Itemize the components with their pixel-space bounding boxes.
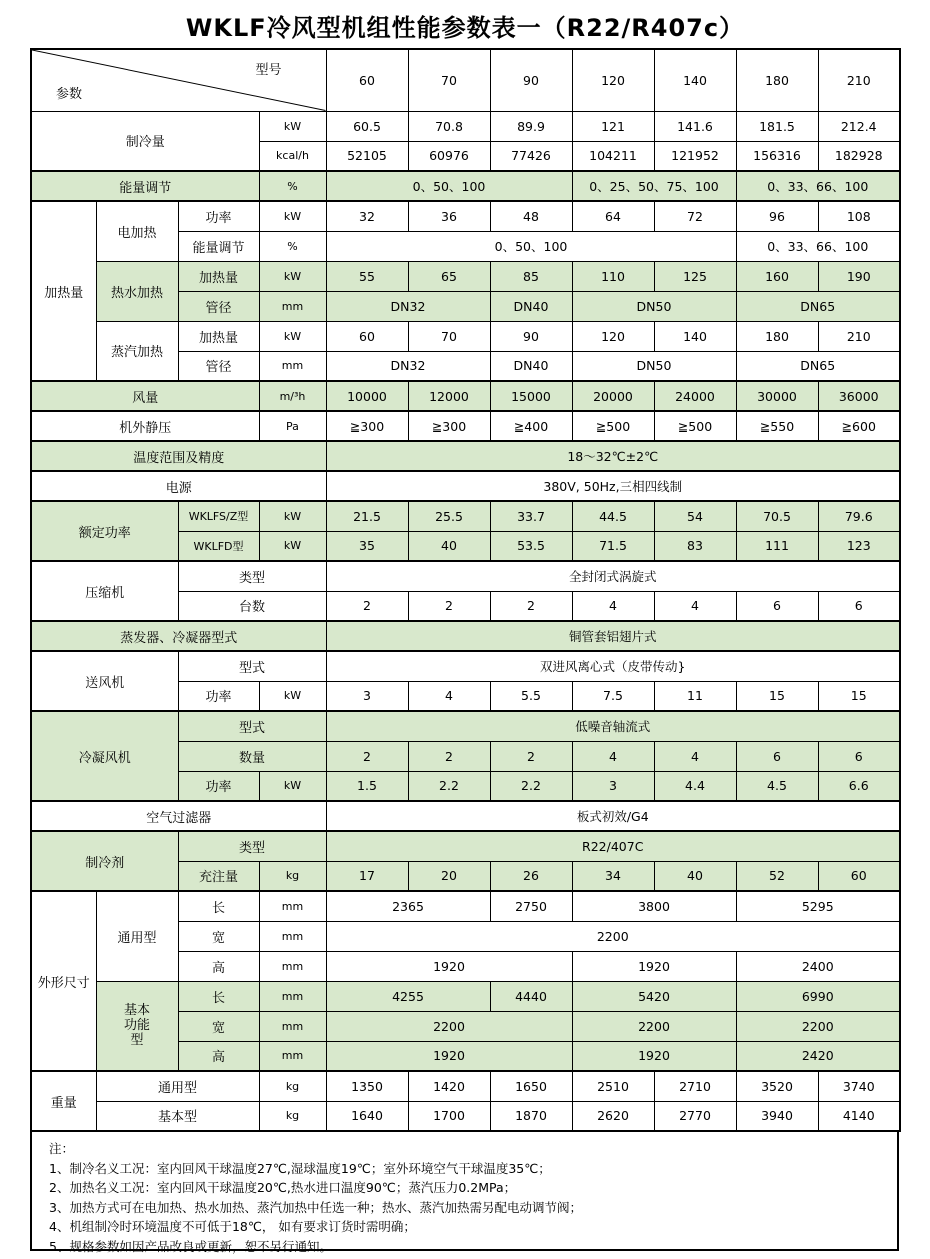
row-label-dims-basic (96, 981, 178, 1071)
value-cell: 2 (490, 741, 572, 771)
spec-table (30, 48, 901, 1132)
value-cell: 85 (490, 261, 572, 291)
unit-cell: % (259, 171, 326, 201)
value-cell: 2.2 (490, 771, 572, 801)
value-cell: 2 (408, 741, 490, 771)
row-label-compressor-count: 台数 (178, 591, 326, 621)
row-label-compressor: 压缩机 (31, 561, 178, 621)
value-cell: 79.6 (818, 501, 900, 531)
value-cell: 2 (326, 741, 408, 771)
value-cell: 60 (818, 861, 900, 891)
unit-cell: mm (259, 291, 326, 321)
value-cell: ≧400 (490, 411, 572, 441)
row-label-compressor-type: 类型 (178, 561, 326, 591)
row-label-weight-general: 通用型 (96, 1071, 259, 1101)
value-cell: 4 (654, 741, 736, 771)
unit-cell: mm (259, 1011, 326, 1041)
row-label-heating: 加热量 (31, 201, 96, 381)
value-cell: 2200 (326, 921, 900, 951)
row-label-dimensions: 外形尺寸 (31, 891, 96, 1071)
weight-basic-row (31, 1101, 900, 1131)
dims-basic-label-text: 基本功能型 (123, 1003, 150, 1049)
note-item: 1、制冷名义工况：室内回风干球温度27℃,湿球温度19℃；室外环境空气干球温度35℃； (49, 1160, 551, 1176)
value-cell: 2 (326, 591, 408, 621)
refrigerant-type-row (31, 831, 900, 861)
spec-table-container (30, 48, 899, 1132)
value-cell: 53.5 (490, 531, 572, 561)
value-cell: 120 (572, 321, 654, 351)
row-label-air-filter: 空气过滤器 (31, 801, 326, 831)
value-cell: 5.5 (490, 681, 572, 711)
value-cell: DN40 (490, 291, 572, 321)
unit-cell: % (259, 231, 326, 261)
value-cell: 4440 (490, 981, 572, 1011)
row-label-energy-adjust: 能量调节 (31, 171, 259, 201)
unit-cell: mm (259, 1041, 326, 1071)
value-cell: 40 (408, 531, 490, 561)
value-cell: 72 (654, 201, 736, 231)
value-cell: 6 (736, 741, 818, 771)
value-cell: 1.5 (326, 771, 408, 801)
value-cell: ≧500 (654, 411, 736, 441)
row-label-length: 长 (178, 891, 259, 921)
row-label-static-pressure: 机外静压 (31, 411, 259, 441)
page-title: WKLF冷风型机组性能参数表一（R22/R407c） (185, 14, 745, 42)
value-cell: 190 (818, 261, 900, 291)
value-cell: 4.4 (654, 771, 736, 801)
value-cell: 2770 (654, 1101, 736, 1131)
value-cell: 121 (572, 111, 654, 141)
value-cell: 4140 (818, 1101, 900, 1131)
unit-cell: mm (259, 921, 326, 951)
value-cell: 铜管套铝翅片式 (326, 621, 900, 651)
value-cell: R22/407C (326, 831, 900, 861)
value-cell: 34 (572, 861, 654, 891)
supply-fan-type-row (31, 651, 900, 681)
value-cell: 110 (572, 261, 654, 291)
value-cell: 10000 (326, 381, 408, 411)
row-label-dims-general: 通用型 (96, 891, 178, 981)
value-cell: 低噪音轴流式 (326, 711, 900, 741)
model-header-cell: 120 (572, 49, 654, 111)
value-cell: 15 (818, 681, 900, 711)
value-cell: 1420 (408, 1071, 490, 1101)
model-header-cell: 60 (326, 49, 408, 111)
value-cell: 210 (818, 321, 900, 351)
value-cell: 2 (408, 591, 490, 621)
value-cell: 6 (818, 591, 900, 621)
dims-basic-length-row (31, 981, 900, 1011)
energy-adjust-row (31, 171, 900, 201)
value-cell: 30000 (736, 381, 818, 411)
unit-cell: kcal/h (259, 141, 326, 171)
value-cell: 18～32℃±2℃ (326, 441, 900, 471)
value-cell: 2510 (572, 1071, 654, 1101)
value-cell: ≧600 (818, 411, 900, 441)
value-cell: 1350 (326, 1071, 408, 1101)
value-cell: 7.5 (572, 681, 654, 711)
value-cell: 2.2 (408, 771, 490, 801)
value-cell: 60.5 (326, 111, 408, 141)
value-cell: 2 (490, 591, 572, 621)
value-cell: 33.7 (490, 501, 572, 531)
value-cell: 2400 (736, 951, 900, 981)
value-cell: 3800 (572, 891, 736, 921)
value-cell: 96 (736, 201, 818, 231)
value-cell: 全封闭式涡旋式 (326, 561, 900, 591)
value-cell: 52 (736, 861, 818, 891)
row-label-weight: 重量 (31, 1071, 96, 1131)
unit-cell: mm (259, 351, 326, 381)
row-label-steam-pipe: 管径 (178, 351, 259, 381)
value-cell: ≧550 (736, 411, 818, 441)
value-cell: 4 (572, 591, 654, 621)
power-supply-row (31, 471, 900, 501)
value-cell: 60976 (408, 141, 490, 171)
value-cell: 2620 (572, 1101, 654, 1131)
row-label-electric-adjust: 能量调节 (178, 231, 259, 261)
electric-power-row (31, 201, 900, 231)
value-cell: 52105 (326, 141, 408, 171)
value-cell: 90 (490, 321, 572, 351)
model-header-cell: 210 (818, 49, 900, 111)
row-label-refrigerant-type: 类型 (178, 831, 326, 861)
row-label-height: 高 (178, 951, 259, 981)
value-cell: 83 (654, 531, 736, 561)
row-label-wklfd: WKLFD型 (178, 531, 259, 561)
value-cell: 70.5 (736, 501, 818, 531)
value-cell: DN65 (736, 291, 900, 321)
value-cell: 20000 (572, 381, 654, 411)
value-cell: 11 (654, 681, 736, 711)
hotwater-capacity-row (31, 261, 900, 291)
row-label-refrigerant: 制冷剂 (31, 831, 178, 891)
param-axis-label: 参数 (56, 86, 83, 102)
value-cell: 55 (326, 261, 408, 291)
value-cell: DN32 (326, 351, 490, 381)
note-item: 4、机组制冷时环境温度不可低于18℃， 如有要求订货时需明确； (49, 1219, 416, 1234)
value-cell: 1920 (326, 951, 572, 981)
rated-power-wklfsz-row (31, 501, 900, 531)
value-cell: 1650 (490, 1071, 572, 1101)
row-label-condenser-fan-power: 功率 (178, 771, 259, 801)
value-cell: 156316 (736, 141, 818, 171)
value-cell: 2710 (654, 1071, 736, 1101)
value-cell: 64 (572, 201, 654, 231)
value-cell: 54 (654, 501, 736, 531)
model-header-cell: 180 (736, 49, 818, 111)
value-cell: 2200 (326, 1011, 572, 1041)
unit-cell: kW (259, 111, 326, 141)
value-cell: 0、25、50、75、100 (572, 171, 736, 201)
value-cell: 2200 (572, 1011, 736, 1041)
row-label-wklfsz: WKLFS/Z型 (178, 501, 259, 531)
value-cell: 6 (818, 741, 900, 771)
row-label-width: 宽 (178, 921, 259, 951)
value-cell: 123 (818, 531, 900, 561)
value-cell: 32 (326, 201, 408, 231)
value-cell: 60 (326, 321, 408, 351)
row-label-hotwater-heating: 热水加热 (96, 261, 178, 321)
value-cell: 1870 (490, 1101, 572, 1131)
value-cell: DN40 (490, 351, 572, 381)
value-cell: 212.4 (818, 111, 900, 141)
unit-cell: kg (259, 1101, 326, 1131)
value-cell: 70 (408, 321, 490, 351)
value-cell: 40 (654, 861, 736, 891)
value-cell: 44.5 (572, 501, 654, 531)
value-cell: 双进风离心式（皮带传动} (326, 651, 900, 681)
value-cell: 380V, 50Hz,三相四线制 (326, 471, 900, 501)
header-corner-cell (31, 49, 326, 111)
value-cell: 3 (572, 771, 654, 801)
value-cell: 5420 (572, 981, 736, 1011)
unit-cell: mm (259, 981, 326, 1011)
value-cell: 181.5 (736, 111, 818, 141)
value-cell: 3520 (736, 1071, 818, 1101)
row-label-condenser-fan: 冷凝风机 (31, 711, 178, 801)
value-cell: 1920 (326, 1041, 572, 1071)
row-label-cooling: 制冷量 (31, 111, 259, 171)
value-cell: 121952 (654, 141, 736, 171)
value-cell: 板式初效/G4 (326, 801, 900, 831)
unit-cell: m/³h (259, 381, 326, 411)
unit-cell: kW (259, 201, 326, 231)
model-header-cell: 90 (490, 49, 572, 111)
model-header-cell: 70 (408, 49, 490, 111)
value-cell: 182928 (818, 141, 900, 171)
airflow-row (31, 381, 900, 411)
note-item: 3、加热方式可在电加热、热水加热、蒸汽加热中任选一种；热水、蒸汽加热需另配电动调节阀； (49, 1199, 582, 1215)
unit-cell: kW (259, 771, 326, 801)
row-label-power-supply: 电源 (31, 471, 326, 501)
value-cell: 65 (408, 261, 490, 291)
value-cell: 2420 (736, 1041, 900, 1071)
value-cell: 160 (736, 261, 818, 291)
value-cell: ≧500 (572, 411, 654, 441)
value-cell: 2365 (326, 891, 490, 921)
cooling-kw-row (31, 111, 900, 141)
note-item: 5、规格参数如因产品改良或更新，恕不另行通知。 (49, 1238, 332, 1254)
value-cell: 12000 (408, 381, 490, 411)
value-cell: 1920 (572, 951, 736, 981)
value-cell: 140 (654, 321, 736, 351)
unit-cell: kW (259, 261, 326, 291)
value-cell: 15000 (490, 381, 572, 411)
model-axis-label: 型号 (255, 63, 282, 78)
steam-capacity-row (31, 321, 900, 351)
compressor-type-row (31, 561, 900, 591)
value-cell: DN32 (326, 291, 490, 321)
value-cell: 6990 (736, 981, 900, 1011)
value-cell: 141.6 (654, 111, 736, 141)
row-label-length: 长 (178, 981, 259, 1011)
value-cell: 0、50、100 (326, 171, 572, 201)
value-cell: 108 (818, 201, 900, 231)
unit-cell: kg (259, 861, 326, 891)
row-label-heat-exchanger: 蒸发器、冷凝器型式 (31, 621, 326, 651)
static-pressure-row (31, 411, 900, 441)
value-cell: 36 (408, 201, 490, 231)
value-cell: 4255 (326, 981, 490, 1011)
row-label-electric-power: 功率 (178, 201, 259, 231)
value-cell: ≧300 (326, 411, 408, 441)
value-cell: 3 (326, 681, 408, 711)
header-row (31, 49, 900, 111)
value-cell: 3940 (736, 1101, 818, 1131)
row-label-width: 宽 (178, 1011, 259, 1041)
value-cell: 21.5 (326, 501, 408, 531)
unit-cell: kW (259, 531, 326, 561)
value-cell: 0、33、66、100 (736, 171, 900, 201)
value-cell: 1700 (408, 1101, 490, 1131)
dims-general-length-row (31, 891, 900, 921)
value-cell: 26 (490, 861, 572, 891)
value-cell: 15 (736, 681, 818, 711)
value-cell: 17 (326, 861, 408, 891)
value-cell: 35 (326, 531, 408, 561)
row-label-supply-fan: 送风机 (31, 651, 178, 711)
row-label-supply-fan-type: 型式 (178, 651, 326, 681)
row-label-condenser-fan-type: 型式 (178, 711, 326, 741)
value-cell: 2750 (490, 891, 572, 921)
unit-cell: kW (259, 321, 326, 351)
row-label-weight-basic: 基本型 (96, 1101, 259, 1131)
unit-cell: kW (259, 681, 326, 711)
unit-cell: kW (259, 501, 326, 531)
value-cell: 180 (736, 321, 818, 351)
value-cell: 48 (490, 201, 572, 231)
unit-cell: mm (259, 891, 326, 921)
value-cell: 36000 (818, 381, 900, 411)
value-cell: 5295 (736, 891, 900, 921)
value-cell: ≧300 (408, 411, 490, 441)
notes-section (30, 1130, 899, 1254)
value-cell: 1920 (572, 1041, 736, 1071)
heat-exchanger-row (31, 621, 900, 651)
unit-cell: Pa (259, 411, 326, 441)
value-cell: 77426 (490, 141, 572, 171)
row-label-steam-heating: 蒸汽加热 (96, 321, 178, 381)
value-cell: 6.6 (818, 771, 900, 801)
row-label-airflow: 风量 (31, 381, 259, 411)
value-cell: 104211 (572, 141, 654, 171)
value-cell: 111 (736, 531, 818, 561)
value-cell: 6 (736, 591, 818, 621)
value-cell: 4 (572, 741, 654, 771)
unit-cell: kg (259, 1071, 326, 1101)
row-label-hotwater-capacity: 加热量 (178, 261, 259, 291)
value-cell: 71.5 (572, 531, 654, 561)
value-cell: 3740 (818, 1071, 900, 1101)
row-label-height: 高 (178, 1041, 259, 1071)
value-cell: 4 (654, 591, 736, 621)
row-label-refrigerant-charge: 充注量 (178, 861, 259, 891)
value-cell: 0、33、66、100 (736, 231, 900, 261)
temp-range-row (31, 441, 900, 471)
value-cell: 0、50、100 (326, 231, 736, 261)
value-cell: 70.8 (408, 111, 490, 141)
value-cell: DN50 (572, 351, 736, 381)
row-label-electric-heating: 电加热 (96, 201, 178, 261)
weight-general-row (31, 1071, 900, 1101)
value-cell: 89.9 (490, 111, 572, 141)
row-label-steam-capacity: 加热量 (178, 321, 259, 351)
value-cell: 1640 (326, 1101, 408, 1131)
value-cell: DN65 (736, 351, 900, 381)
condenser-fan-type-row (31, 711, 900, 741)
value-cell: 20 (408, 861, 490, 891)
value-cell: 125 (654, 261, 736, 291)
row-label-hotwater-pipe: 管径 (178, 291, 259, 321)
value-cell: 4 (408, 681, 490, 711)
notes-title: 注： (49, 1141, 75, 1156)
row-label-rated-power: 额定功率 (31, 501, 178, 561)
value-cell: DN50 (572, 291, 736, 321)
note-item: 2、加热名义工况：室内回风干球温度20℃,热水进口温度90℃；蒸汽压力0.2MPa； (49, 1180, 517, 1195)
air-filter-row (31, 801, 900, 831)
row-label-condenser-fan-count: 数量 (178, 741, 326, 771)
row-label-supply-fan-power: 功率 (178, 681, 259, 711)
value-cell: 25.5 (408, 501, 490, 531)
unit-cell: mm (259, 951, 326, 981)
value-cell: 24000 (654, 381, 736, 411)
row-label-temp-range: 温度范围及精度 (31, 441, 326, 471)
model-header-cell: 140 (654, 49, 736, 111)
value-cell: 2200 (736, 1011, 900, 1041)
value-cell: 4.5 (736, 771, 818, 801)
